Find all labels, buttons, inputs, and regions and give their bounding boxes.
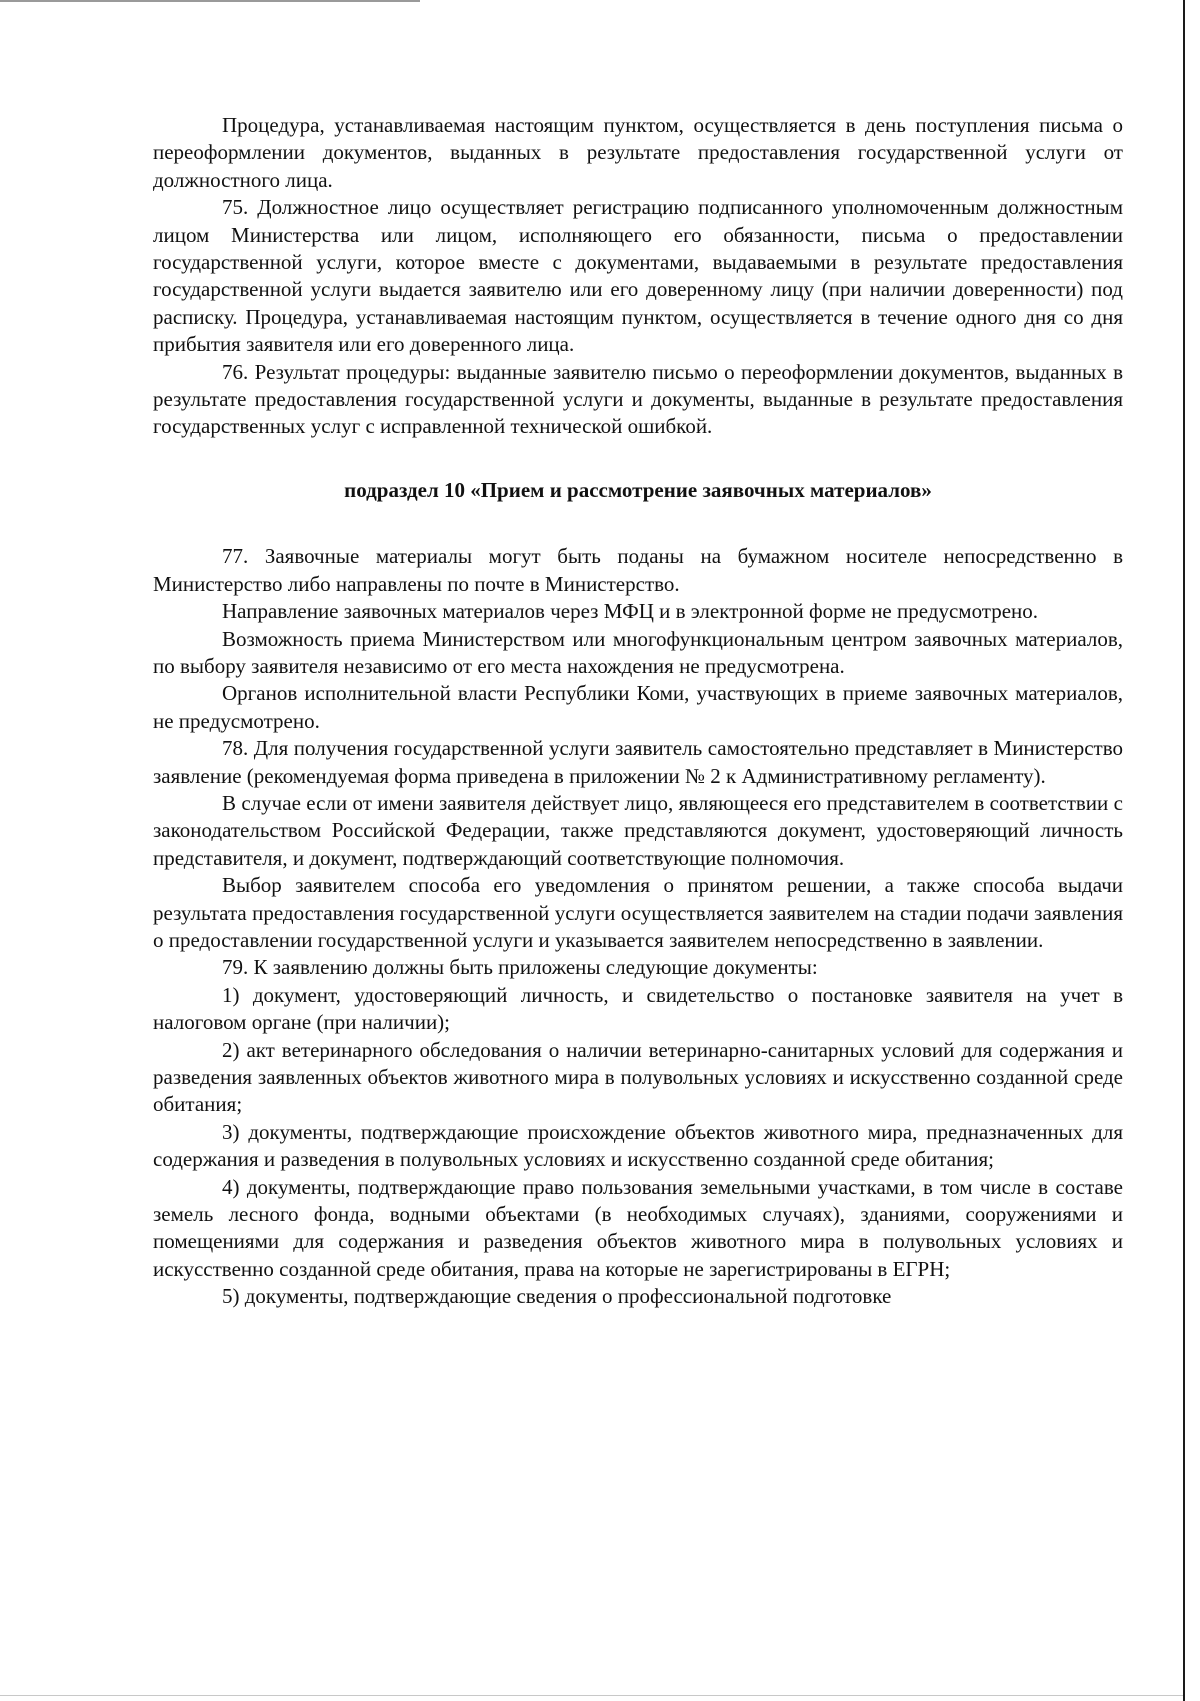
paragraph-representative: В случае если от имени заявителя действует лицо, являющееся его представителем в соответствии с законодательством Российской Федерации, также представляются документ, удостоверяющий личность представителя, и документ, подтверждающий соответствующие полномочия. [153,790,1123,870]
paragraph-75: 75. Должностное лицо осуществляет регистрацию подписанного уполномоченным должностным лицом Министерства или лицом, исполняющего его обязанности, письма о предоставлении государственной услуги, которое вместе с документами, выдаваемыми в результате предоставления государственной услуги выдается заявителю или его доверенному лицу (при наличии доверенности) под расписку. Процедура, устанавливаемая настоящим пунктом, осуществляется в течение одного дня со дня прибытия заявителя или его доверенного лица. [153,195,1123,357]
scan-edge-bottom [0,1695,1183,1696]
paragraph-mfc-not-provided: Направление заявочных материалов через МФЦ и в электронной форме не предусмотрено. [222,599,1039,624]
list-item-1: 1) документ, удостоверяющий личность, и свидетельство о постановке заявителя на учет в налоговом органе (при наличии); [153,982,1123,1035]
subsection-heading: подраздел 10 «Прием и рассмотрение заявочных материалов» [344,477,932,502]
paragraph-executive-bodies: Органов исполнительной власти Республики Коми, участвующих в приеме заявочных материалов, не предусмотрено. [153,681,1123,733]
paragraph-procedure-day: Процедура, устанавливаемая настоящим пунктом, осуществляется в день поступления письма о переоформлении документов, выданных в результате предоставления государственной услуги от должностного лица. [153,113,1123,192]
list-item-2: 2) акт ветеринарного обследования о наличии ветеринарно-санитарных условий для содержания и разведения заявленных объектов животного мира в полувольных условиях и искусственно созданной среде обитания; [153,1037,1123,1117]
document-body [153,112,1123,1311]
list-item-3: 3) документы, подтверждающие происхождение объектов животного мира, предназначенных для содержания и разведения в полувольных условиях и искусственно созданной среде обитания; [153,1119,1123,1172]
list-item-4: 4) документы, подтверждающие право пользования земельными участками, в том числе в составе земель лесного фонда, водными объектами (в необходимых случаях), зданиями, сооружениями и помещениями для содержания и разведения объектов животного мира в полувольных условиях и искусственно созданной среде обитания, права на которые не зарегистрированы в ЕГРН; [153,1174,1123,1281]
list-item-5: 5) документы, подтверждающие сведения о профессиональной подготовке [222,1284,892,1309]
scan-edge-top [0,0,420,2]
paragraph-79: 79. К заявлению должны быть приложены следующие документы: [222,955,818,980]
scan-edge-right [1183,0,1185,1701]
paragraph-reception-possibility: Возможность приема Министерством или многофункциональным центром заявочных материалов, по выбору заявителя независимо от его места нахождения не предусмотрена. [153,626,1123,678]
paragraph-77: 77. Заявочные материалы могут быть поданы на бумажном носителе непосредственно в Министерство либо направлены по почте в Министерство. [153,544,1123,596]
paragraph-78: 78. Для получения государственной услуги заявитель самостоятельно представляет в Министерство заявление (рекомендуемая форма приведена в приложении № 2 к Административному регламенту). [153,736,1123,788]
paragraph-notification-choice: Выбор заявителем способа его уведомления о принятом решении, а также способа выдачи результата предоставления государственной услуги осуществляется заявителем на стадии подачи заявления о предоставлении государственной услуги и указывается заявителем непосредственно в заявлении. [153,873,1123,952]
paragraph-76: 76. Результат процедуры: выданные заявителю письмо о переоформлении документов, выданных в результате предоставления государственной услуги и документы, выданные в результате предоставления государственных услуг с исправленной технической ошибкой. [153,359,1123,439]
